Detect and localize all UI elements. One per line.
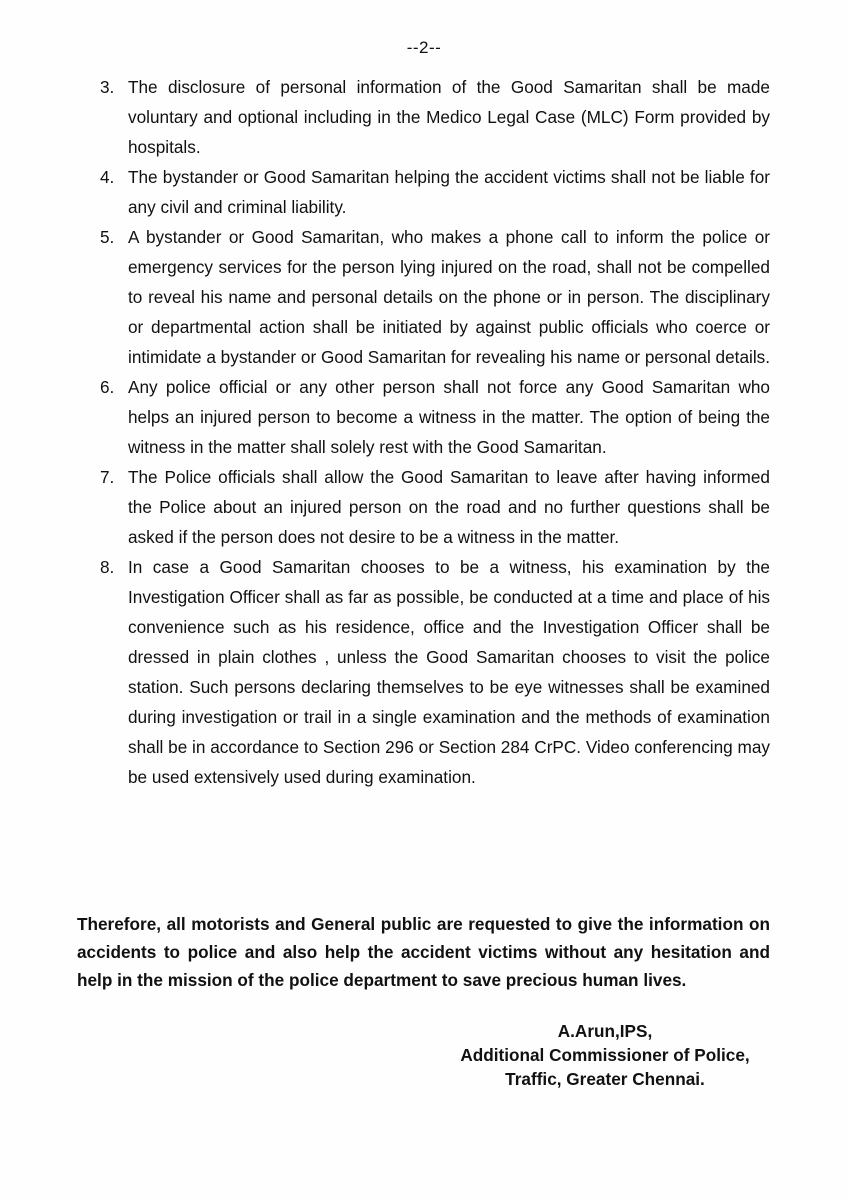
signatory-office: Traffic, Greater Chennai. (505, 1069, 705, 1089)
item-text: In case a Good Samaritan chooses to be a witness, his examination by the Investigation Officer shall as far as possible, be conducted at a time and place of his convenience such as his residence, office and the Investigation Officer shall be dressed in plain clothes , unless the Good Samaritan chooses to visit the police station. Such persons declaring themselves to be eye witnesses shall be examined during investigation or trail in a single examination and the methods of examination shall be in accordance to Section 296 or Section 284 CrPC. Video conferencing may be used extensively used during examination. (128, 557, 770, 787)
item-text: The bystander or Good Samaritan helping the accident victims shall not be liable for any civil and criminal liability. (128, 167, 770, 217)
item-number: 4. (100, 167, 115, 187)
list-item (100, 162, 770, 222)
list-item (100, 462, 770, 552)
item-number: 7. (100, 467, 115, 487)
list-item (100, 552, 770, 792)
page-number: --2-- (406, 38, 442, 57)
item-number: 6. (100, 377, 115, 397)
item-text: A bystander or Good Samaritan, who makes a phone call to inform the police or emergency services for the person lying injured on the road, shall not be compelled to reveal his name and personal details on the phone or in person. The disciplinary or departmental action shall be initiated by against public officials who coerce or intimidate a bystander or Good Samaritan for revealing his name or personal details. (128, 227, 771, 367)
conclusion-paragraph: Therefore, all motorists and General public are requested to give the information on accidents to police and also help the accident victims without any hesitation and help in the mission of the police department to save precious human lives. (77, 914, 770, 991)
list-item (100, 222, 770, 372)
item-number: 3. (100, 77, 115, 97)
item-text: Any police official or any other person shall not force any Good Samaritan who helps an injured person to become a witness in the matter. The option of being the witness in the matter shall solely rest with the Good Samaritan. (128, 377, 770, 457)
list-item (100, 72, 770, 162)
signatory-designation: Additional Commissioner of Police, (460, 1045, 750, 1065)
list-item (100, 372, 770, 462)
item-number: 8. (100, 557, 115, 577)
item-text: The Police officials shall allow the Good Samaritan to leave after having informed the Police about an injured person on the road and no further questions shall be asked if the person does not desire to be a witness in the matter. (128, 467, 770, 547)
item-text: The disclosure of personal information of the Good Samaritan shall be made voluntary and optional including in the Medico Legal Case (MLC) Form provided by hospitals. (128, 77, 770, 157)
item-number: 5. (100, 227, 115, 247)
signature-block (420, 1019, 790, 1091)
signatory-name: A.Arun,IPS, (557, 1021, 653, 1041)
guidelines-list (100, 72, 770, 792)
